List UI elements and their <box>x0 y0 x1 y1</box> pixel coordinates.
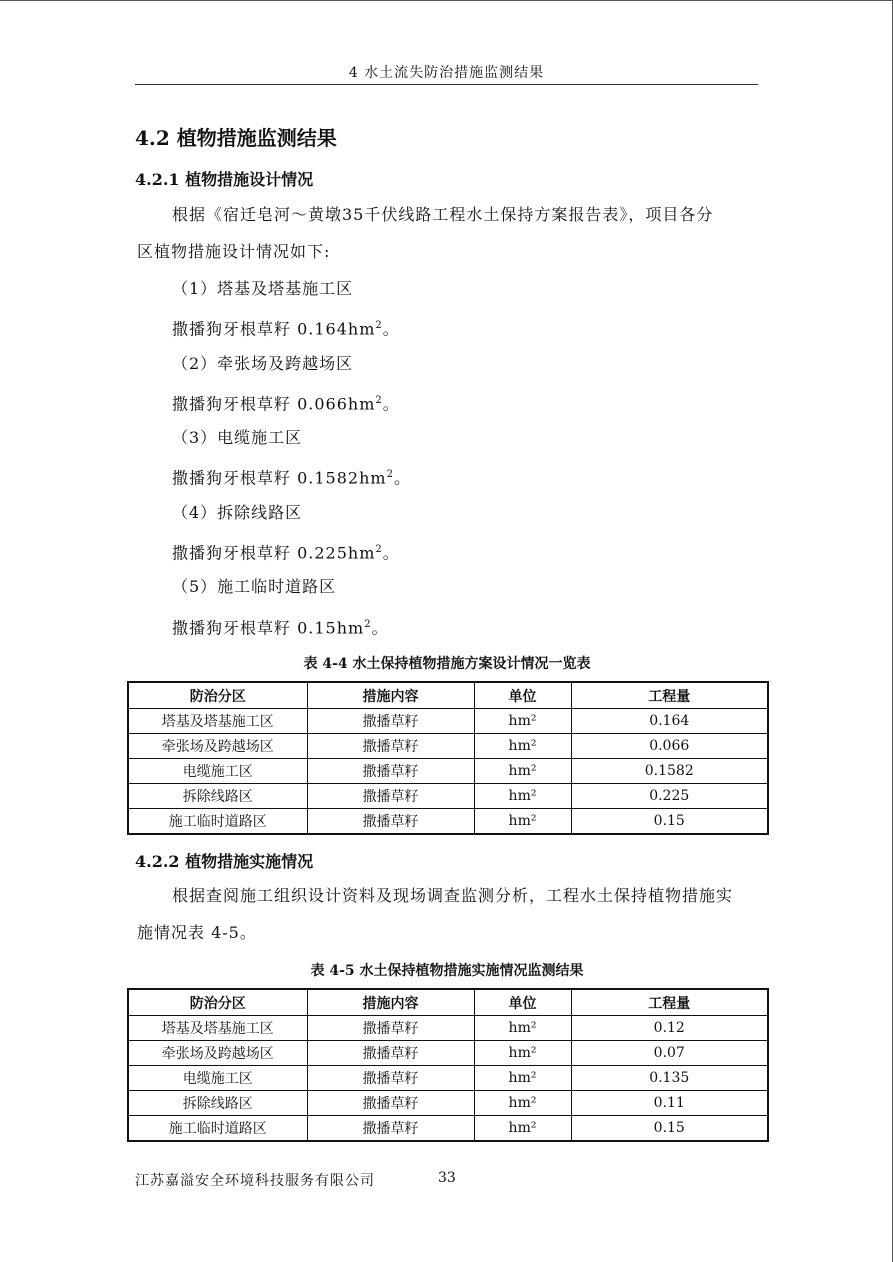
table-cell: hm² <box>474 759 571 784</box>
table-row <box>128 784 768 809</box>
table-cell: hm² <box>474 1066 571 1091</box>
table-cell: 电缆施工区 <box>128 759 307 784</box>
table-cell: 0.07 <box>571 1041 768 1066</box>
column-header: 单位 <box>474 989 571 1016</box>
item-detail-text: 撒播狗牙根草籽 0.1582hm <box>172 468 387 488</box>
item-heading: （3）电缆施工区 <box>172 428 303 447</box>
item-detail-suffix: 。 <box>393 468 411 488</box>
item-detail <box>172 316 400 339</box>
item-heading: （1）塔基及塔基施工区 <box>172 279 354 298</box>
table-cell: 0.066 <box>571 734 768 759</box>
table-row <box>128 759 768 784</box>
item-heading: （5）施工临时道路区 <box>172 577 337 596</box>
intro-line-2: 区植物措施设计情况如下: <box>137 242 331 261</box>
item-detail-suffix: 。 <box>382 543 400 563</box>
table-row <box>128 1016 768 1041</box>
impl-line-2: 施情况表 4-5。 <box>137 923 257 942</box>
item-detail <box>172 391 400 414</box>
item-detail <box>172 540 400 563</box>
table-cell: 施工临时道路区 <box>128 1116 307 1142</box>
item-detail <box>172 615 389 638</box>
table-cell: 撒播草籽 <box>307 809 474 835</box>
table-row <box>128 1066 768 1091</box>
table-4-4-caption: 表 4-4 水土保持植物措施方案设计情况一览表 <box>303 656 591 672</box>
table-cell: 撒播草籽 <box>307 1116 474 1142</box>
header-rule <box>135 84 758 85</box>
table-cell: 撒播草籽 <box>307 1041 474 1066</box>
item-detail-text: 撒播狗牙根草籽 0.164hm <box>172 319 376 339</box>
table-cell: 0.12 <box>571 1016 768 1041</box>
table-header-row <box>128 989 768 1016</box>
column-header: 工程量 <box>571 989 768 1016</box>
subsection-title-implementation: 4.2.2 植物措施实施情况 <box>135 852 314 871</box>
table-4-4 <box>127 681 769 835</box>
table-row <box>128 709 768 734</box>
page-border-top <box>0 0 893 1</box>
table-row <box>128 1041 768 1066</box>
column-header: 防治分区 <box>128 682 307 709</box>
superscript: 2 <box>375 395 383 406</box>
item-heading: （2）牵张场及跨越场区 <box>172 354 354 373</box>
running-header: 4 水土流失防治措施监测结果 <box>348 65 545 81</box>
item-heading: （4）拆除线路区 <box>172 503 303 522</box>
superscript: 2 <box>375 320 383 331</box>
superscript: 2 <box>364 619 372 630</box>
table-cell: 塔基及塔基施工区 <box>128 1016 307 1041</box>
table-cell: 撒播草籽 <box>307 1016 474 1041</box>
table-cell: hm² <box>474 709 571 734</box>
table-cell: hm² <box>474 1091 571 1116</box>
column-header: 防治分区 <box>128 989 307 1016</box>
table-cell: 撒播草籽 <box>307 1091 474 1116</box>
column-header: 措施内容 <box>307 989 474 1016</box>
table-cell: 塔基及塔基施工区 <box>128 709 307 734</box>
table-cell: 撒播草籽 <box>307 709 474 734</box>
superscript: 2 <box>386 469 394 480</box>
section-title: 4.2 植物措施监测结果 <box>135 126 337 150</box>
table-cell: 0.135 <box>571 1066 768 1091</box>
footer-company: 江苏嘉溢安全环境科技服务有限公司 <box>135 1173 375 1189</box>
table-row <box>128 1091 768 1116</box>
table-cell: hm² <box>474 809 571 835</box>
item-detail-text: 撒播狗牙根草籽 0.15hm <box>172 618 365 638</box>
table-cell: 电缆施工区 <box>128 1066 307 1091</box>
column-header: 措施内容 <box>307 682 474 709</box>
table-cell: 0.225 <box>571 784 768 809</box>
item-detail <box>172 465 411 488</box>
table-cell: 拆除线路区 <box>128 784 307 809</box>
item-detail-text: 撒播狗牙根草籽 0.066hm <box>172 394 376 414</box>
table-4-5-caption: 表 4-5 水土保持植物措施实施情况监测结果 <box>310 963 584 979</box>
table-cell: 0.164 <box>571 709 768 734</box>
table-cell: 撒播草籽 <box>307 734 474 759</box>
table-row <box>128 809 768 835</box>
table-cell: 拆除线路区 <box>128 1091 307 1116</box>
impl-line-1: 根据查阅施工组织设计资料及现场调查监测分析，工程水土保持植物措施实 <box>172 886 734 905</box>
column-header: 工程量 <box>571 682 768 709</box>
item-detail-suffix: 。 <box>371 618 389 638</box>
table-cell: 0.1582 <box>571 759 768 784</box>
table-cell: 0.15 <box>571 1116 768 1142</box>
column-header: 单位 <box>474 682 571 709</box>
table-cell: hm² <box>474 784 571 809</box>
item-detail-suffix: 。 <box>382 319 400 339</box>
table-row <box>128 1116 768 1142</box>
table-cell: 撒播草籽 <box>307 784 474 809</box>
table-cell: hm² <box>474 734 571 759</box>
table-row <box>128 734 768 759</box>
table-cell: 撒播草籽 <box>307 1066 474 1091</box>
table-cell: 0.11 <box>571 1091 768 1116</box>
table-cell: 施工临时道路区 <box>128 809 307 835</box>
intro-line-1: 根据《宿迁皂河～黄墩35千伏线路工程水土保持方案报告表》，项目各分 <box>172 205 714 224</box>
table-cell: hm² <box>474 1116 571 1142</box>
subsection-title-design: 4.2.1 植物措施设计情况 <box>135 170 314 189</box>
table-cell: 0.15 <box>571 809 768 835</box>
item-detail-suffix: 。 <box>382 394 400 414</box>
item-detail-text: 撒播狗牙根草籽 0.225hm <box>172 543 376 563</box>
table-cell: 牵张场及跨越场区 <box>128 734 307 759</box>
table-cell: hm² <box>474 1041 571 1066</box>
table-header-row <box>128 682 768 709</box>
table-cell: 牵张场及跨越场区 <box>128 1041 307 1066</box>
table-cell: hm² <box>474 1016 571 1041</box>
page-number: 33 <box>438 1170 456 1186</box>
table-4-5 <box>127 988 769 1142</box>
superscript: 2 <box>375 544 383 555</box>
table-cell: 撒播草籽 <box>307 759 474 784</box>
